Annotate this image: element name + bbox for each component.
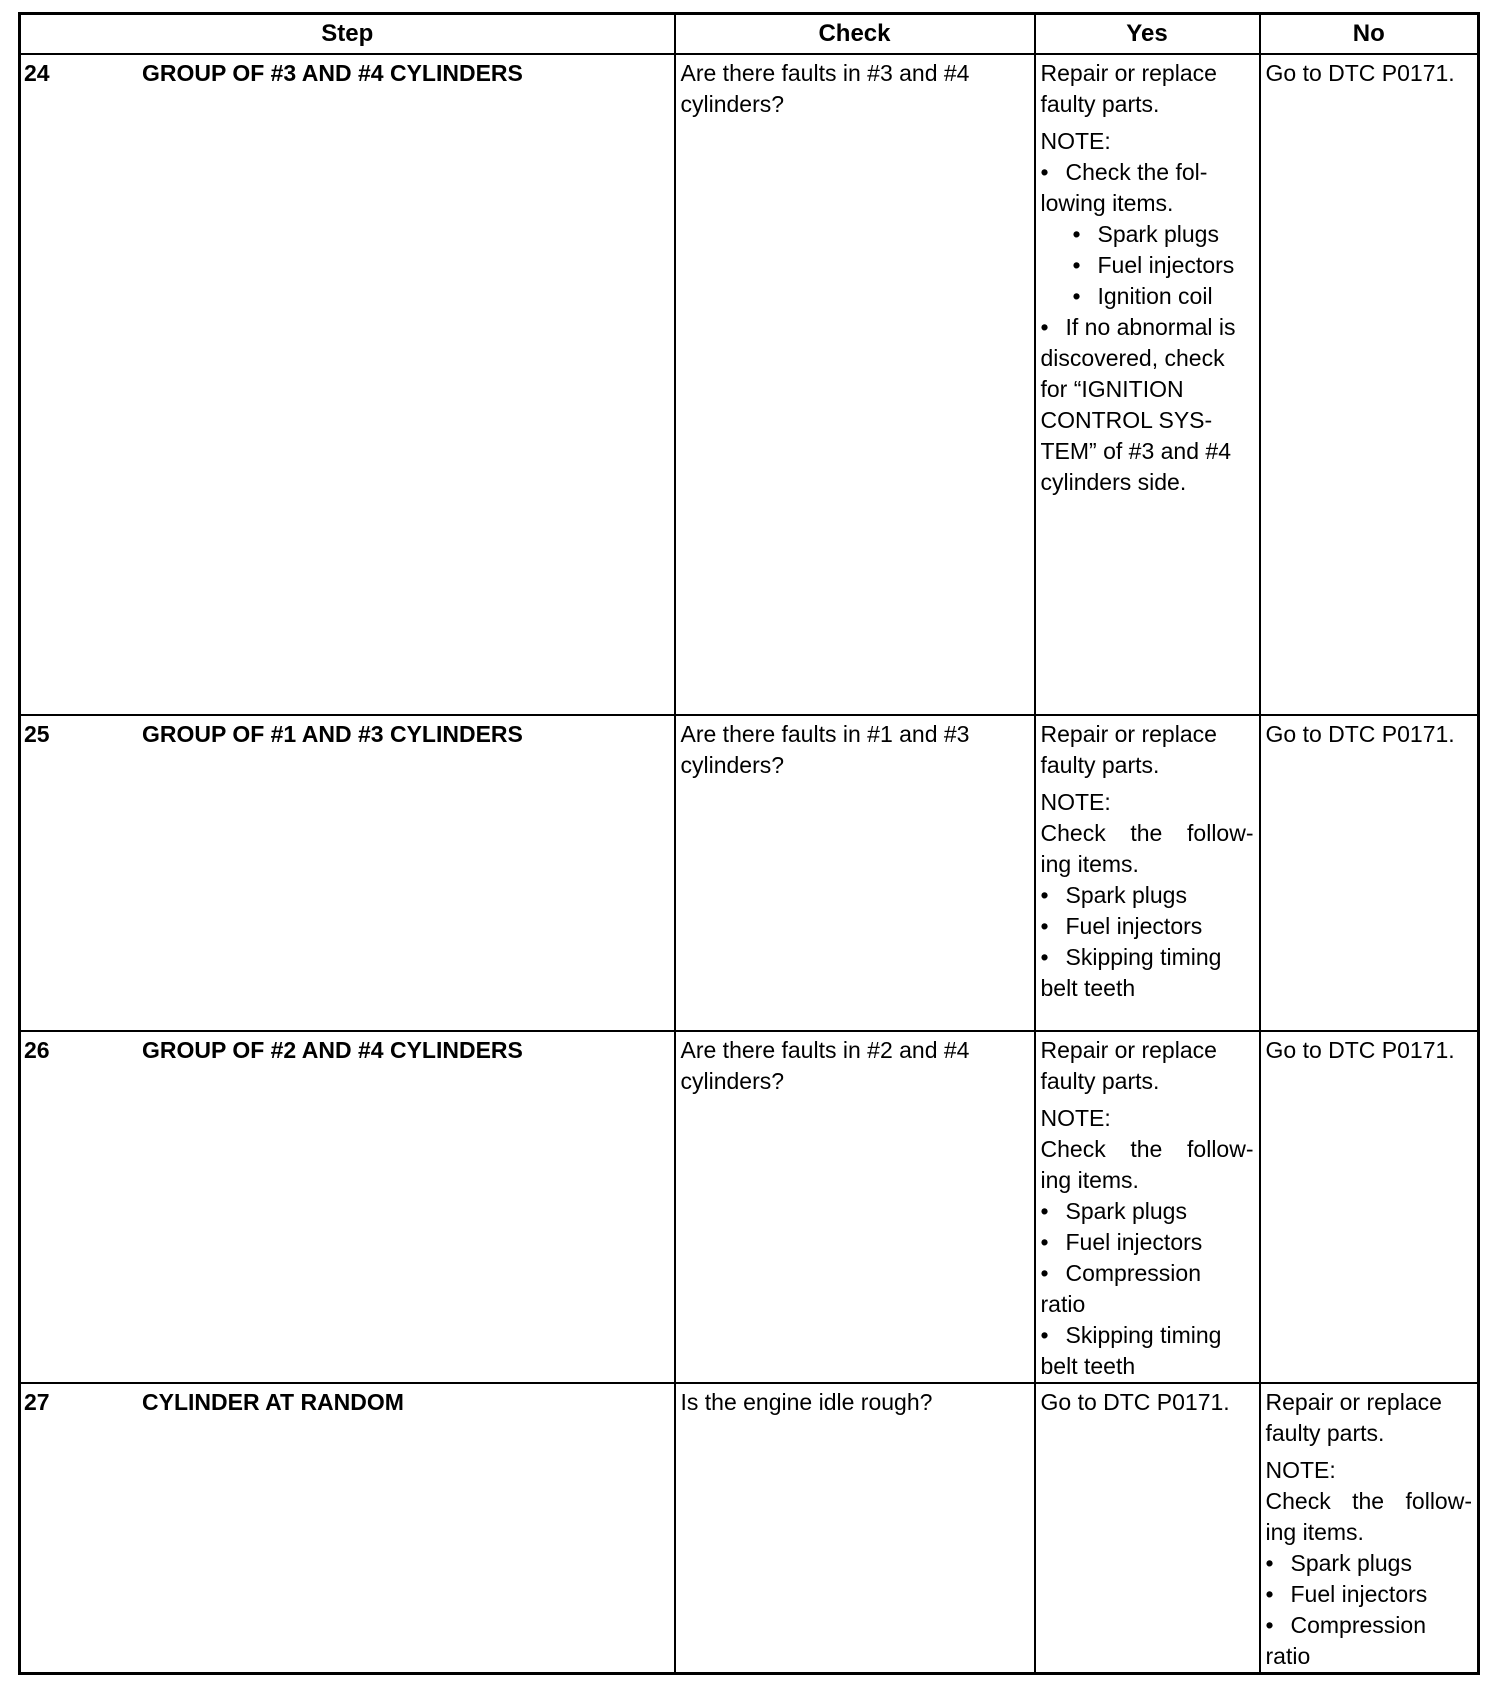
action-text: Go to DTC P0171. bbox=[1265, 1037, 1455, 1063]
no-cell bbox=[1260, 1031, 1479, 1383]
table-row-26 bbox=[20, 1031, 1479, 1383]
step-number: 24 bbox=[24, 60, 50, 86]
bullet-icon: • bbox=[1040, 944, 1049, 970]
table-row-24 bbox=[20, 54, 1479, 715]
check-cell bbox=[675, 715, 1035, 1031]
bullet-icon: • bbox=[1040, 1229, 1049, 1255]
note-text: Check the fol- bbox=[1065, 159, 1208, 185]
step-cell bbox=[20, 1031, 675, 1383]
check-text: Are there faults in #3 and #4 bbox=[680, 60, 970, 86]
note-item: ratio bbox=[1040, 1291, 1086, 1317]
note-item: belt teeth bbox=[1040, 975, 1136, 1001]
note-item: Fuel injectors bbox=[1097, 252, 1235, 278]
note-item: Ignition coil bbox=[1097, 283, 1213, 309]
note-label: NOTE: bbox=[1040, 789, 1111, 815]
yes-cell bbox=[1035, 715, 1260, 1031]
bullet-icon: • bbox=[1040, 882, 1049, 908]
action-text: Go to DTC P0171. bbox=[1265, 721, 1455, 747]
note-text: TEM” of #3 and #4 bbox=[1040, 438, 1231, 464]
step-cell bbox=[20, 54, 675, 715]
note-text: for “IGNITION bbox=[1040, 376, 1184, 402]
check-text: cylinders? bbox=[680, 752, 785, 778]
step-title: GROUP OF #2 AND #4 CYLINDERS bbox=[142, 1037, 523, 1063]
note-text: ing items. bbox=[1040, 851, 1139, 877]
note-item: Skipping timing bbox=[1065, 1322, 1222, 1348]
action-text: Repair or replace bbox=[1040, 1037, 1217, 1063]
no-cell bbox=[1260, 715, 1479, 1031]
check-cell bbox=[675, 1031, 1035, 1383]
note-text: If no abnormal is bbox=[1065, 314, 1236, 340]
action-text: Go to DTC P0171. bbox=[1265, 60, 1455, 86]
step-number: 27 bbox=[24, 1389, 50, 1415]
note-item: Compression bbox=[1290, 1612, 1426, 1638]
action-text: Repair or replace bbox=[1265, 1389, 1442, 1415]
action-text: faulty parts. bbox=[1040, 752, 1160, 778]
check-text: Are there faults in #1 and #3 bbox=[680, 721, 970, 747]
note-text: cylinders side. bbox=[1040, 469, 1187, 495]
bullet-icon: • bbox=[1265, 1550, 1274, 1576]
step-title: GROUP OF #1 AND #3 CYLINDERS bbox=[142, 721, 523, 747]
note-text: discovered, check bbox=[1040, 345, 1225, 371]
note-item: Fuel injectors bbox=[1065, 1229, 1203, 1255]
note-item: Compression bbox=[1065, 1260, 1201, 1286]
note-text: ing items. bbox=[1265, 1519, 1364, 1545]
step-title: CYLINDER AT RANDOM bbox=[142, 1389, 404, 1415]
header-yes: Yes bbox=[1035, 14, 1260, 55]
note-text: CONTROL SYS- bbox=[1040, 407, 1213, 433]
step-cell bbox=[20, 1383, 675, 1674]
bullet-icon: • bbox=[1072, 283, 1081, 309]
bullet-icon: • bbox=[1040, 1322, 1049, 1348]
bullet-icon: • bbox=[1040, 159, 1049, 185]
note-item: Spark plugs bbox=[1290, 1550, 1412, 1576]
note-label: NOTE: bbox=[1040, 1105, 1111, 1131]
table-row-27 bbox=[20, 1383, 1479, 1674]
bullet-icon: • bbox=[1040, 1198, 1049, 1224]
step-number: 26 bbox=[24, 1037, 50, 1063]
action-text: faulty parts. bbox=[1265, 1420, 1385, 1446]
table-header-row bbox=[20, 14, 1479, 55]
yes-cell bbox=[1035, 1383, 1260, 1674]
check-cell bbox=[675, 54, 1035, 715]
action-text: faulty parts. bbox=[1040, 91, 1160, 117]
note-item: Fuel injectors bbox=[1290, 1581, 1428, 1607]
note-item: Spark plugs bbox=[1097, 221, 1219, 247]
bullet-icon: • bbox=[1040, 913, 1049, 939]
note-label: NOTE: bbox=[1265, 1457, 1336, 1483]
check-text: cylinders? bbox=[680, 91, 785, 117]
diagnostic-table bbox=[18, 12, 1480, 1675]
note-text: Check the follow- bbox=[1040, 820, 1254, 846]
note-text: Check the follow- bbox=[1265, 1488, 1472, 1514]
yes-cell bbox=[1035, 1031, 1260, 1383]
step-title: GROUP OF #3 AND #4 CYLINDERS bbox=[142, 60, 523, 86]
action-text: faulty parts. bbox=[1040, 1068, 1160, 1094]
bullet-icon: • bbox=[1265, 1581, 1274, 1607]
note-item: Fuel injectors bbox=[1065, 913, 1203, 939]
bullet-icon: • bbox=[1072, 221, 1081, 247]
note-item: belt teeth bbox=[1040, 1353, 1136, 1379]
yes-cell bbox=[1035, 54, 1260, 715]
no-cell bbox=[1260, 1383, 1479, 1674]
step-cell bbox=[20, 715, 675, 1031]
bullet-icon: • bbox=[1040, 1260, 1049, 1286]
header-check: Check bbox=[675, 14, 1035, 55]
check-cell bbox=[675, 1383, 1035, 1674]
check-text: Is the engine idle rough? bbox=[680, 1389, 933, 1415]
note-label: NOTE: bbox=[1040, 128, 1111, 154]
note-item: Spark plugs bbox=[1065, 1198, 1187, 1224]
bullet-icon: • bbox=[1072, 252, 1081, 278]
action-text: Go to DTC P0171. bbox=[1040, 1389, 1230, 1415]
action-text: Repair or replace bbox=[1040, 721, 1217, 747]
note-text: ing items. bbox=[1040, 1167, 1139, 1193]
note-text: lowing items. bbox=[1040, 190, 1174, 216]
note-item: ratio bbox=[1265, 1643, 1311, 1669]
no-cell bbox=[1260, 54, 1479, 715]
check-text: cylinders? bbox=[680, 1068, 785, 1094]
note-text: Check the follow- bbox=[1040, 1136, 1254, 1162]
bullet-icon: • bbox=[1265, 1612, 1274, 1638]
table-row-25 bbox=[20, 715, 1479, 1031]
action-text: Repair or replace bbox=[1040, 60, 1217, 86]
step-number: 25 bbox=[24, 721, 50, 747]
bullet-icon: • bbox=[1040, 314, 1049, 340]
note-item: Skipping timing bbox=[1065, 944, 1222, 970]
note-item: Spark plugs bbox=[1065, 882, 1187, 908]
check-text: Are there faults in #2 and #4 bbox=[680, 1037, 970, 1063]
header-step: Step bbox=[20, 14, 675, 55]
header-no: No bbox=[1260, 14, 1479, 55]
